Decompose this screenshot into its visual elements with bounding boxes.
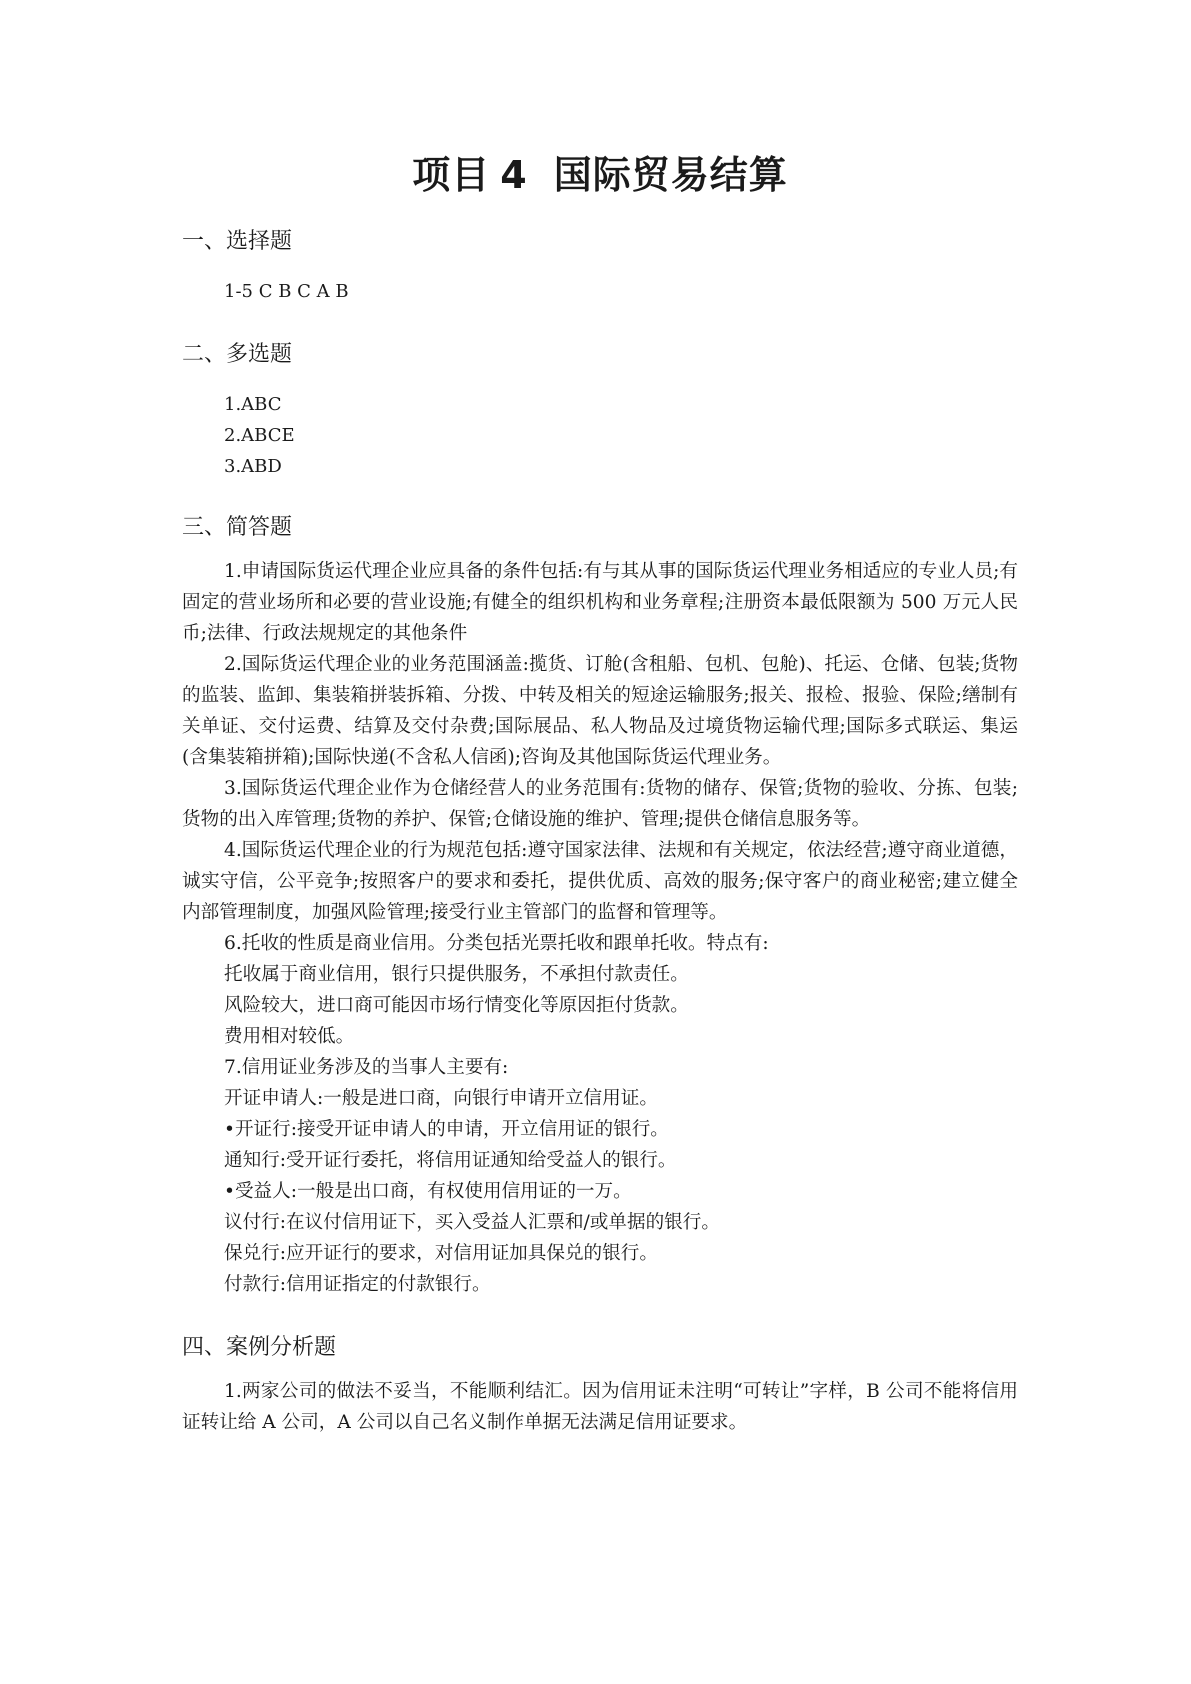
section-heading-case-analysis: 四、案例分析题 [182,1335,337,1360]
answer-paragraph-7: 7.信用证业务涉及的当事人主要有: [224,1057,509,1078]
answer-paragraph-3: 3.国际货运代理企业作为仓储经营人的业务范围有:货物的储存、保管;货物的验收、分拣、包装;货物的出入库管理;货物的养护、保管;仓储设施的维护、管理;提供仓储信息服务等。 [182,778,1018,830]
case-analysis-body [182,1376,1018,1438]
lc-party: •受益人:一般是出口商，有权使用信用证的一万。 [224,1181,632,1202]
section-heading-choice: 一、选择题 [182,229,293,254]
collection-point: 费用相对较低。 [224,1026,355,1047]
choice-answers: 1-5 C B C A B [224,281,349,302]
lc-party: 开证申请人:一般是进口商，向银行申请开立信用证。 [224,1088,658,1109]
page-title [182,148,1018,202]
section-heading-multi-choice: 二、多选题 [182,342,293,367]
lc-party: 通知行:受开证行委托，将信用证通知给受益人的银行。 [224,1150,677,1171]
answer-paragraph-4: 4.国际货运代理企业的行为规范包括:遵守国家法律、法规和有关规定，依法经营;遵守商业道德，诚实守信，公平竞争;按照客户的要求和委托，提供优质、高效的服务;保守客户的商业秘密;建立健全内部管理制度，加强风险管理;接受行业主管部门的监督和管理等。 [182,840,1018,923]
short-answer-body [182,556,1018,1300]
multi-answer-item: 3.ABD [224,456,282,477]
lc-party: •开证行:接受开证申请人的申请，开立信用证的银行。 [224,1119,669,1140]
section-heading-short-answer: 三、简答题 [182,515,293,540]
case-paragraph-1: 1.两家公司的做法不妥当，不能顺利结汇。因为信用证未注明“可转让”字样，B 公司不能将信用证转让给 A 公司，A 公司以自己名义制作单据无法满足信用证要求。 [182,1381,1018,1433]
title-number: 4 [500,153,528,197]
lc-party: 保兑行:应开证行的要求，对信用证加具保兑的银行。 [224,1243,658,1264]
title-main: 国际贸易结算 [553,153,788,197]
collection-point: 风险较大，进口商可能因市场行情变化等原因拒付货款。 [224,995,689,1016]
title-prefix: 项目 [412,153,491,197]
multi-answer-item: 2.ABCE [224,425,295,446]
multi-answer-item: 1.ABC [224,394,282,415]
document-content [182,148,1018,1438]
collection-point: 托收属于商业信用，银行只提供服务，不承担付款责任。 [224,964,689,985]
lc-party: 付款行:信用证指定的付款银行。 [224,1274,491,1295]
answer-paragraph-1: 1.申请国际货运代理企业应具备的条件包括:有与其从事的国际货运代理业务相适应的专业人员;有固定的营业场所和必要的营业设施;有健全的组织机构和业务章程;注册资本最低限额为 500 万元人民币;法律、行政法规规定的其他条件 [182,561,1018,644]
answer-paragraph-2: 2.国际货运代理企业的业务范围涵盖:揽货、订舱(含租船、包机、包舱)、托运、仓储、包装;货物的监装、监卸、集装箱拼装拆箱、分拨、中转及相关的短途运输服务;报关、报检、报验、保险;缮制有关单证、交付运费、结算及交付杂费;国际展品、私人物品及过境货物运输代理;国际多式联运、集运(含集装箱拼箱);国际快递(不含私人信函);咨询及其他国际货运代理业务。 [182,654,1018,768]
answer-paragraph-6: 6.托收的性质是商业信用。分类包括光票托收和跟单托收。特点有: [224,933,769,954]
lc-party: 议付行:在议付信用证下，买入受益人汇票和/或单据的银行。 [224,1212,720,1233]
